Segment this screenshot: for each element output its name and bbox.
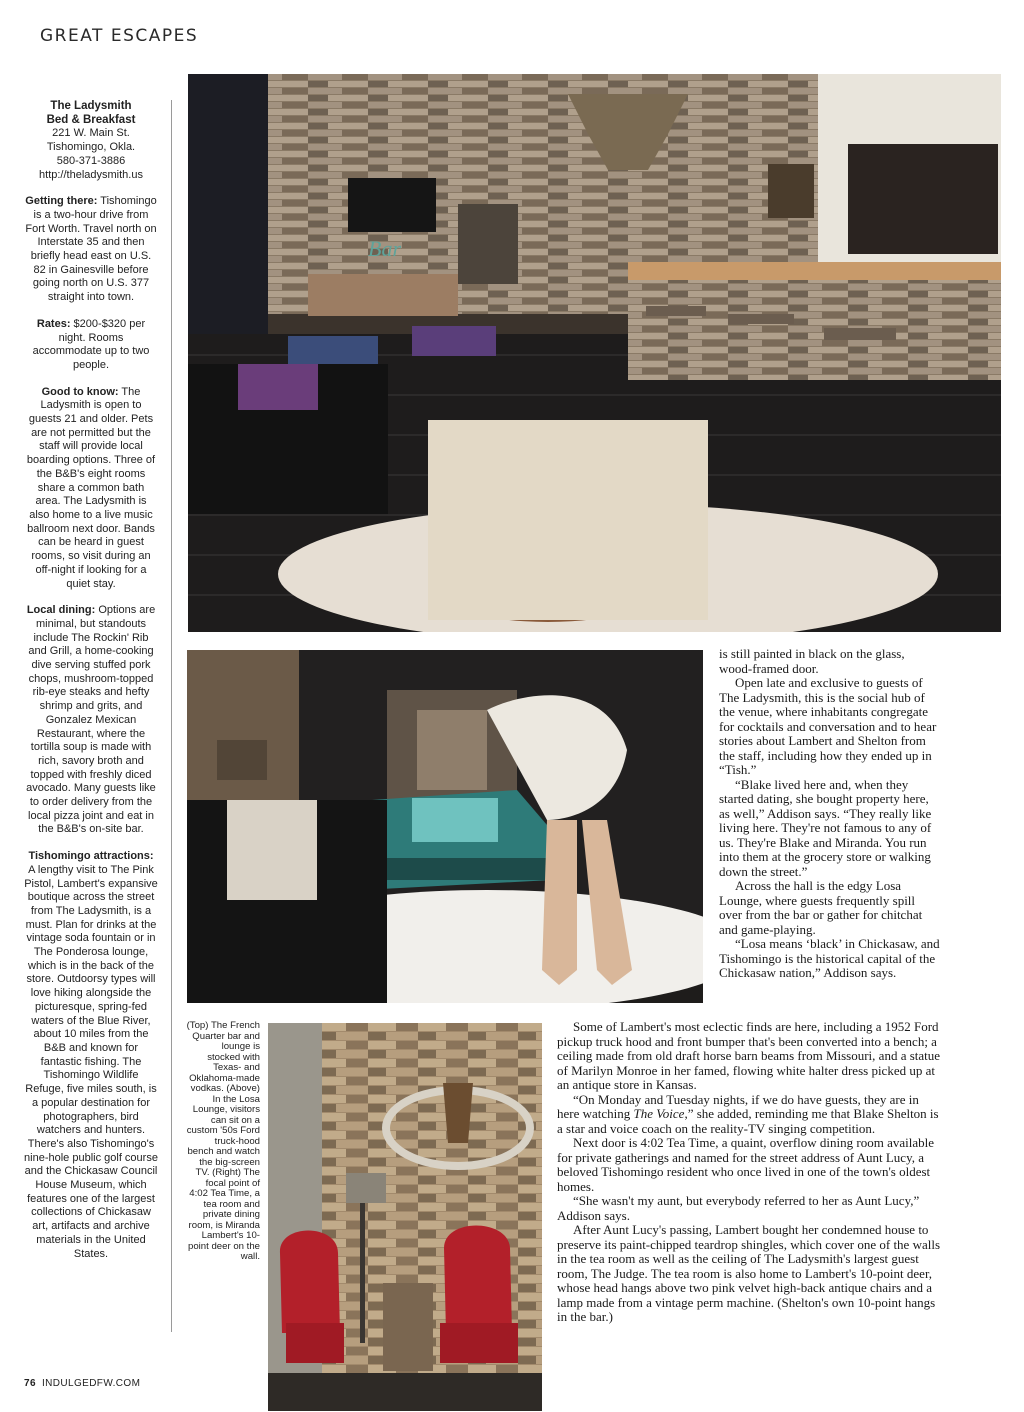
sidebar-divider [171, 100, 172, 1332]
section-header: GREAT ESCAPES [40, 26, 199, 46]
article-paragraph: Next door is 4:02 Tea Time, a quaint, overflow dining room available for private gatherings and named for the street address of Aunt Lucy, a beloved Tishomingo resident who once lived in one of the town's oldest homes. [557, 1135, 934, 1194]
article-paragraph: is still painted in black on the glass, wood-framed door. [719, 646, 905, 676]
rates-text: $200-$320 per night. Rooms accommodate up to two people. [32, 317, 150, 371]
article-paragraph: “Blake lived here and, when they started dating, she bought property here, as well,” Addison says. “They really like living here. They're not famous to any of us. They're Blake and Miranda. You run into them at the grocery store or walking down the street.” [719, 776, 932, 879]
article-paragraph: Open late and exclusive to guests of The Ladysmith, this is the social hub of the venue, where inhabitants congregate for cocktails and conversation and to hear stories about Lambert and Shelton from the staff, including how they ended up in “Tish.” [719, 675, 937, 777]
venue-address: 221 W. Main St. [52, 127, 130, 140]
article-paragraph: “Losa means ‘black’ in Chickasaw, and Tishomingo is the historical capital of the Chickasaw nation,” Addison says. [719, 936, 940, 980]
getting-there [24, 195, 158, 305]
bar-lounge-photo [188, 74, 1001, 632]
info-sidebar [24, 100, 158, 1274]
article-paragraph: After Aunt Lucy's passing, Lambert bought her condemned house to preserve its paint-chipped teardrop shingles, which cover one of the walls in the tea room as well as the ceiling of The Ladysmith's largest guest room, The Judge. The tea room is also home to Lambert's 10-point deer, whose head hangs above two pink velvet high-back antique chairs and a lamp made from a vintage perm machine. (Shelton's own 10-point hangs in the bar.) [557, 1222, 941, 1324]
bar-wall-sign: Bar [368, 236, 401, 261]
article-paragraph: Some of Lambert's most eclectic finds are here, including a 1952 Ford pickup truck hood and front bumper that's been converted into a bench; a ceiling made from old draft horse barn beams from Missouri, and a statue of Marilyn Monroe in her famed, flowing white halter dress picked up at an antique store in Kansas. [557, 1019, 941, 1092]
attractions [24, 850, 158, 1261]
venue-city: Tishomingo, Okla. [46, 141, 136, 154]
getting-there-label: Getting there: [25, 195, 98, 208]
venue-url[interactable]: http://theladysmith.us [39, 168, 143, 181]
local-dining [24, 604, 158, 837]
getting-there-text: Tishomingo is a two-hour drive from Fort Worth. Travel north on Interstate 35 and then briefly head east on U.S. 82 in Gainesville before going north on U.S. 377 straight into town. [25, 195, 157, 304]
attractions-label: Tishomingo attractions: [28, 850, 154, 863]
good-to-know-label: Good to know: [41, 385, 119, 398]
local-dining-label: Local dining: [26, 604, 96, 617]
good-to-know [24, 386, 158, 592]
page-number: 76 [24, 1378, 36, 1389]
quote-part-a: “On Monday and Tuesday nights, if we do have guests, they are in here watching [557, 1091, 919, 1121]
attractions-text: A lengthy visit to The Pink Pistol, Lambert's expansive boutique across the street from The Ladysmith, is a must. Plan for drinks at the vintage soda fountain or in The Ponderosa lounge, which is in the back of the store. Outdoorsy types will love hiking alongside the picturesque, spring-fed waters of the Blue River, about 10 miles from the B&B and known for fantastic fishing. The Tishomingo Wildlife Refuge, five miles south, is a popular destination for photographers, bird watchers and hunters. There's also Tishomingo's nine-hole public golf course and the Chickasaw Council House Museum, which features one of the largest collections of Chickasaw art, artifacts and archive materials in the United States. [24, 863, 158, 1260]
tea-room-photo [268, 1023, 542, 1411]
venue-phone: 580-371-3886 [56, 154, 126, 167]
venue-name-line2: Bed & Breakfast [46, 113, 136, 126]
rates-label: Rates: [36, 317, 71, 330]
footer-site: INDULGEDFW.COM [41, 1378, 141, 1389]
rates [24, 318, 158, 373]
article-paragraph: “She wasn't my aunt, but everybody referred to her as Aunt Lucy,” Addison says. [557, 1193, 920, 1223]
article-column-right [719, 647, 941, 981]
article-column-wide [557, 1020, 941, 1325]
quote-part-b: ,” she added, reminding me that Blake Shelton is a star and voice coach on the reality-TV singing competition. [557, 1106, 939, 1136]
photo-caption: (Top) The French Quarter bar and lounge is stocked with Texas- and Oklahoma-made vodkas. (Above) In the Losa Lounge, visitors can sit on a custom '50s Ford truck-hood bench and watch the big-screen TV. (Right) The focal point of 4:02 Tea Time, a tea room and private dining room, is Miranda Lambert's 10-point deer on the wall. [186, 1020, 260, 1262]
venue-info [24, 100, 158, 182]
venue-name-line1: The Ladysmith [50, 100, 132, 112]
show-title: The Voice [633, 1106, 685, 1121]
losa-lounge-photo [187, 650, 703, 1003]
article-paragraph [557, 1093, 941, 1137]
good-to-know-text: The Ladysmith is open to guests 21 and older. Pets are not permitted but the staff will provide local boarding options. Three of the B&B's eight rooms share a common bath area. The Ladysmith is also home to a live music ballroom next door. Bands can be heard in guest rooms, so visit during an off-night if looking for a quiet stay. [26, 385, 156, 590]
page-footer [24, 1378, 140, 1389]
local-dining-text: Options are minimal, but standouts include The Rockin' Rib and Grill, a home-cooking dive serving stuffed pork chops, mushroom-topped rib-eye steaks and hefty shrimp and grits, and Gonzalez Mexican Restaurant, where the tortilla soup is made with rich, savory broth and topped with freshly diced avocado. Many guests like to order delivery from the local pizza joint and eat in the B&B's on-site bar. [26, 604, 156, 836]
article-paragraph: Across the hall is the edgy Losa Lounge, where guests frequently spill over from the bar or gather for chitchat and game-playing. [719, 878, 923, 937]
